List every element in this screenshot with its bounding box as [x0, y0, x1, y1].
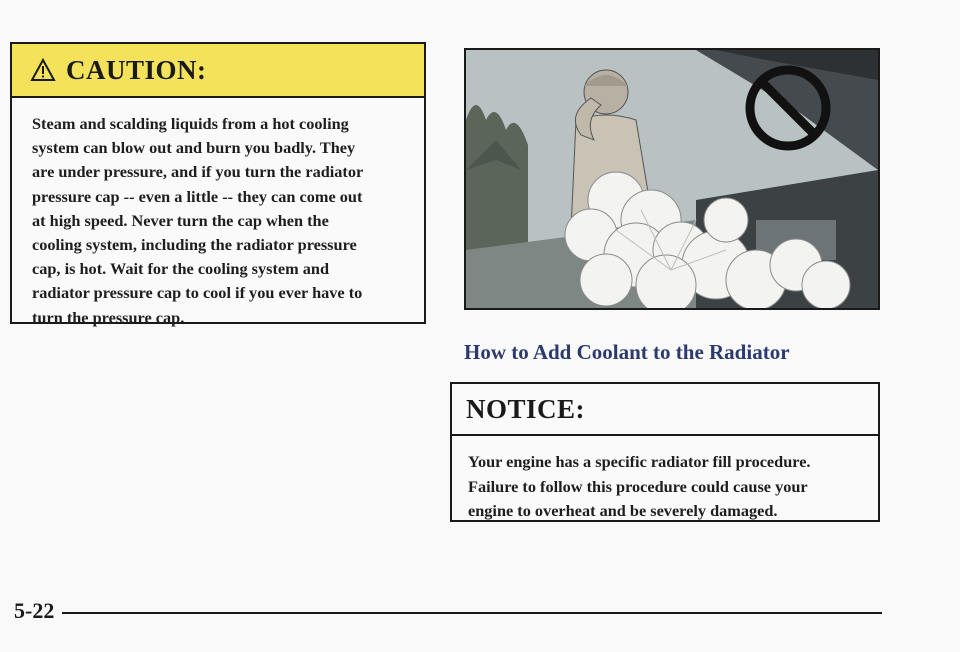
- caution-line: are under pressure, and if you turn the radiator: [32, 162, 364, 182]
- caution-header: [12, 44, 424, 98]
- caution-box: [10, 42, 426, 327]
- caution-line: cap, is hot. Wait for the cooling system and: [32, 259, 329, 279]
- caution-line: turn the pressure cap.: [32, 307, 185, 327]
- notice-text: [452, 436, 878, 524]
- notice-line: Your engine has a specific radiator fill procedure.: [468, 452, 811, 471]
- notice-title: NOTICE:: [466, 393, 586, 424]
- caution-title: CAUTION:: [66, 54, 207, 85]
- caution-line: cooling system, including the radiator pressure: [32, 235, 357, 255]
- caution-line: at high speed. Never turn the cap when the: [32, 210, 329, 230]
- caution-line: system can blow out and burn you badly. They: [32, 138, 356, 158]
- warning-triangle-icon: [30, 58, 56, 82]
- caution-line: Steam and scalding liquids from a hot cooling: [32, 114, 349, 133]
- notice-box: [450, 382, 880, 522]
- caution-line: pressure cap -- even a little -- they can come out: [32, 186, 363, 206]
- notice-line: engine to overheat and be severely damaged.: [468, 501, 778, 520]
- trees-icon: [466, 105, 528, 250]
- radiator-steam-illustration: [464, 48, 880, 310]
- page-number: 5-22: [14, 598, 55, 623]
- caution-line: radiator pressure cap to cool if you ever have to: [32, 283, 363, 303]
- caution-text: [12, 98, 424, 330]
- notice-header: [452, 384, 878, 436]
- notice-line: Failure to follow this procedure could cause your: [468, 476, 808, 496]
- footer-rule: [62, 612, 882, 614]
- section-heading: How to Add Coolant to the Radiator: [464, 340, 790, 364]
